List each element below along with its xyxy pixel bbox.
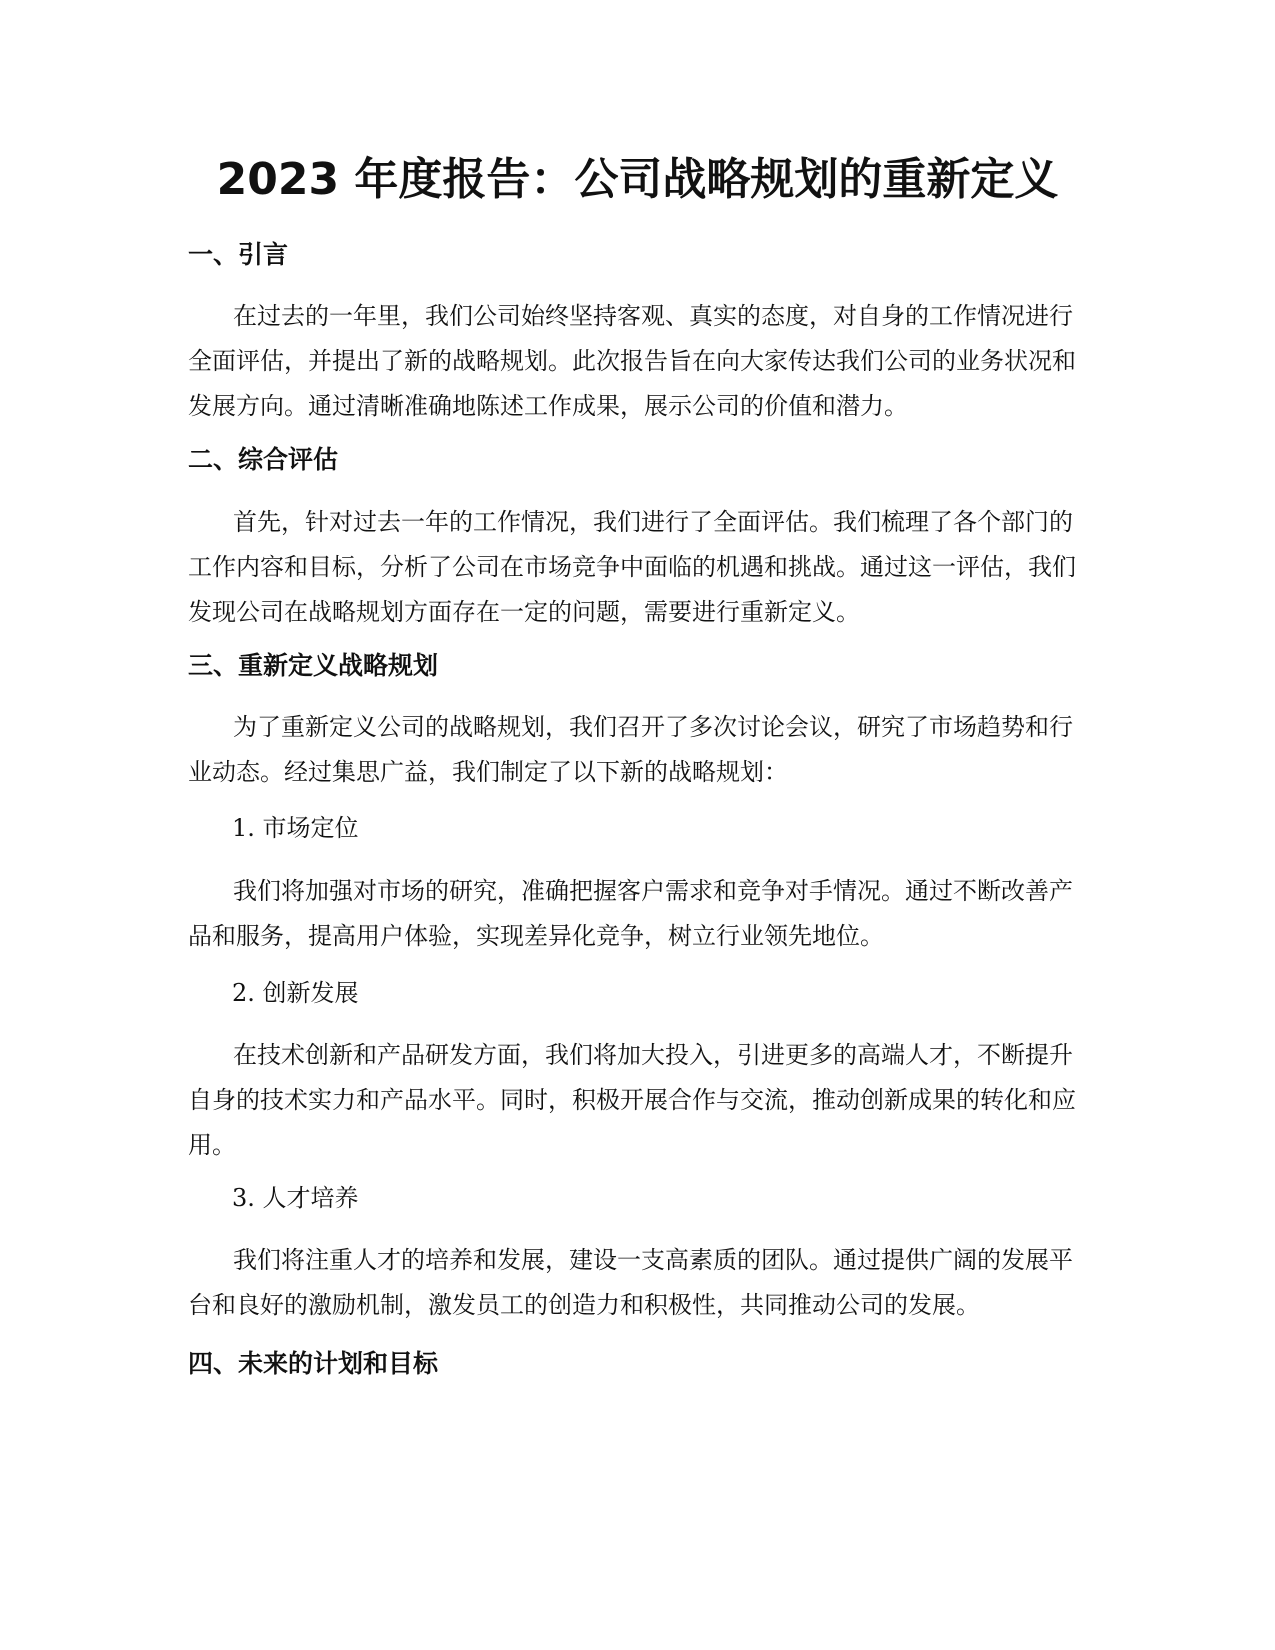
section-heading-introduction: 一、引言	[188, 240, 289, 269]
introduction-paragraph: 在过去的一年里，我们公司始终坚持客观、真实的态度，对自身的工作情况进行全面评估，并提出了新的战略规划。此次报告旨在向大家传达我们公司的业务状况和发展方向。通过清晰准确地陈述工作成果，展示公司的价值和潜力。	[188, 302, 1076, 420]
document-title: 2023 年度报告：公司战略规划的重新定义	[216, 154, 1059, 205]
list-item-text: 在技术创新和产品研发方面，我们将加大投入，引进更多的高端人才，不断提升自身的技术实力和产品水平。同时，积极开展合作与交流，推动创新成果的转化和应用。	[188, 1041, 1076, 1159]
assessment-paragraph: 首先，针对过去一年的工作情况，我们进行了全面评估。我们梳理了各个部门的工作内容和目标，分析了公司在市场竞争中面临的机遇和挑战。通过这一评估，我们发现公司在战略规划方面存在一定的问题，需要进行重新定义。	[188, 508, 1076, 626]
list-item-label: 3. 人才培养	[232, 1184, 359, 1212]
strategy-intro-paragraph: 为了重新定义公司的战略规划，我们召开了多次讨论会议，研究了市场趋势和行业动态。经过集思广益，我们制定了以下新的战略规划：	[188, 713, 1073, 786]
list-item-label: 2. 创新发展	[232, 979, 359, 1007]
list-item-text: 我们将注重人才的培养和发展，建设一支高素质的团队。通过提供广阔的发展平台和良好的激励机制，激发员工的创造力和积极性，共同推动公司的发展。	[188, 1246, 1073, 1319]
list-item-label: 1. 市场定位	[232, 814, 359, 842]
list-item-text: 我们将加强对市场的研究，准确把握客户需求和竞争对手情况。通过不断改善产品和服务，提高用户体验，实现差异化竞争，树立行业领先地位。	[188, 877, 1073, 950]
section-heading-assessment: 二、综合评估	[188, 445, 339, 474]
section-heading-strategy: 三、重新定义战略规划	[188, 651, 439, 680]
section-heading-future-plans: 四、未来的计划和目标	[188, 1349, 439, 1378]
